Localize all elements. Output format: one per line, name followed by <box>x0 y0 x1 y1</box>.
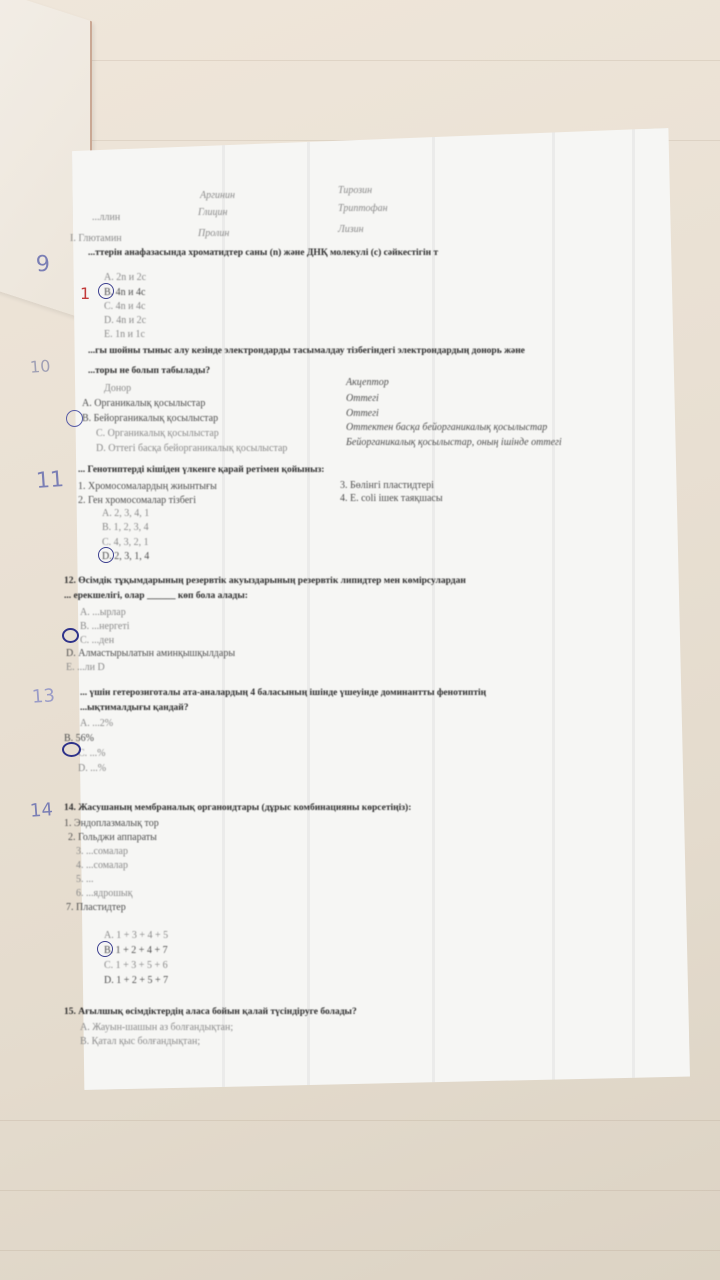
answer-circle-mark <box>98 547 114 563</box>
question-title: 12. Өсімдік тұқымдарының резервтік акуыздарының резервтік липидтер мен көмірсулардан <box>64 576 466 586</box>
answer-option: C. 1 + 3 + 5 + 6 <box>104 960 168 971</box>
answer-option: A. 1 + 3 + 4 + 5 <box>104 930 169 941</box>
scan-stripe <box>307 128 310 1090</box>
column-header: Донор <box>104 383 132 394</box>
list-item: 1. Эндоплазмалық тор <box>64 818 159 829</box>
list-item: 2. Ген хромосомалар тізбегі <box>78 495 197 506</box>
handwritten-question-number: 10 <box>29 356 51 377</box>
answer-option: A. ...ырлар <box>80 607 126 618</box>
answer-option: C. 4, 3, 2, 1 <box>102 537 149 548</box>
answer-circle-mark <box>62 742 81 757</box>
answer-option-value: Оттектен басқа бейорганикалық қосылыстар <box>346 422 548 433</box>
scan-stripe <box>222 128 225 1090</box>
list-item: 4. ...сомалар <box>76 860 128 871</box>
question-title: ... ерекшелігі, олар ______ көп бола алады: <box>64 591 248 601</box>
question-title: ...торы не болып табылады? <box>88 366 211 376</box>
answer-circle-mark <box>62 628 79 643</box>
list-item: 1. Хромосомалардың жиынтығы <box>78 481 217 492</box>
answer-option: B. Бейорганикалық қосылыстар <box>82 413 219 424</box>
question-title: ...ықтималдығы қандай? <box>80 703 189 713</box>
handwritten-question-number: 14 <box>29 799 54 822</box>
answer-option: D. Алмастырылатын аминқышқылдары <box>66 648 236 659</box>
answer-option: D. 4n и 2c <box>104 315 147 326</box>
wood-grain <box>0 1120 720 1121</box>
question-title: ...ттерін анафазасында хроматидтер саны (n) және ДНҚ молекулі (c) сәйкестігін т <box>88 248 439 258</box>
question-title: ...гы шойны тыныс алу кезінде электрондарды тасымалдау тізбегіндегі электрондардың донорь және <box>88 346 525 356</box>
answer-option: B. 1, 2, 3, 4 <box>102 522 149 533</box>
wood-grain <box>0 1190 720 1191</box>
answer-option: D. 1 + 2 + 5 + 7 <box>104 975 169 986</box>
column-header: Акцептор <box>346 377 389 388</box>
answer-option-value: Бейорганикалық қосылыстар, оның ішінде оттегі <box>346 437 562 448</box>
list-item: 4. Е. coli ішек таяқшасы <box>340 493 443 504</box>
table-cell: I. Глютамин <box>70 233 122 244</box>
table-cell: Лизин <box>338 224 364 235</box>
answer-option: B. 1 + 2 + 4 + 7 <box>104 945 168 956</box>
question-title: 14. Жасушаның мембраналық органоидтары (дұрыс комбинацияны көрсетіңіз): <box>64 803 412 813</box>
handwritten-question-number: 9 <box>35 251 51 278</box>
answer-option-value: Оттегі <box>346 408 379 419</box>
answer-option: D. Оттегі басқа бейорганикалық қосылыстар <box>96 443 288 454</box>
list-item: 3. ...сомалар <box>76 846 128 857</box>
answer-option: B. Қатал қыс болғандықтан; <box>80 1036 201 1047</box>
scan-stripe <box>632 128 635 1090</box>
list-item: 6. ...ядрошық <box>76 888 133 899</box>
list-item: 2. Гольджи аппараты <box>68 832 157 843</box>
answer-option: E. ...ли D <box>66 662 105 673</box>
answer-option: E. 1n и 1c <box>104 329 145 340</box>
answer-option-value: Оттегі <box>346 393 379 404</box>
answer-option: A. 2n и 2c <box>104 272 147 283</box>
answer-option: C. ...ден <box>80 635 115 646</box>
table-cell: Пролин <box>198 228 230 239</box>
answer-option: A. Жауын-шашын аз болғандықтан; <box>80 1022 234 1033</box>
answer-option: A. Органикалық қосылыстар <box>82 398 206 409</box>
question-title: ... Генотиптерді кішіден үлкенге қарай ретімен қойыныз: <box>78 465 325 475</box>
list-item: 3. Бөлінгі пластидтері <box>340 480 434 491</box>
table-cell: Тирозин <box>338 185 373 196</box>
list-item: 7. Пластидтер <box>66 902 126 913</box>
table-cell: Глицин <box>198 207 228 218</box>
answer-option: B. 4n и 4c <box>104 287 146 298</box>
table-cell: Триптофан <box>338 203 388 214</box>
answer-option: C. 4n и 4c <box>104 301 146 312</box>
table-cell: Аргинин <box>200 190 235 201</box>
wood-grain <box>0 1250 720 1251</box>
question-title: 15. Ағылшық өсімдіктердің аласа бойын қалай түсіндіруге болады? <box>64 1007 357 1017</box>
answer-option: A. ...2% <box>80 718 114 729</box>
handwritten-question-number: 11 <box>35 467 65 494</box>
handwritten-question-number: 13 <box>31 685 56 708</box>
question-title: ... үшін гетерозиготалы ата-аналардың 4 баласының ішінде үшеуінде доминантты фенотиптің <box>80 688 487 698</box>
handwritten-mark: 1 <box>80 284 91 303</box>
answer-option: A. 2, 3, 4, 1 <box>102 508 150 519</box>
table-cell: ...ллин <box>92 212 121 223</box>
answer-option: C. ...% <box>78 748 106 759</box>
list-item: 5. ... <box>76 874 94 885</box>
scan-stripe <box>432 128 435 1090</box>
answer-option: B. 56% <box>64 733 94 744</box>
scan-stripe <box>552 128 555 1090</box>
answer-option: B. ...нергеті <box>80 621 130 632</box>
answer-circle-mark <box>98 283 114 299</box>
answer-option: D. ...% <box>78 763 107 774</box>
answer-circle-mark <box>97 941 113 957</box>
answer-option: D. 2, 3, 1, 4 <box>102 551 150 562</box>
answer-option: C. Органикалық қосылыстар <box>96 428 219 439</box>
wood-grain <box>0 60 720 61</box>
answer-circle-mark <box>66 410 83 427</box>
